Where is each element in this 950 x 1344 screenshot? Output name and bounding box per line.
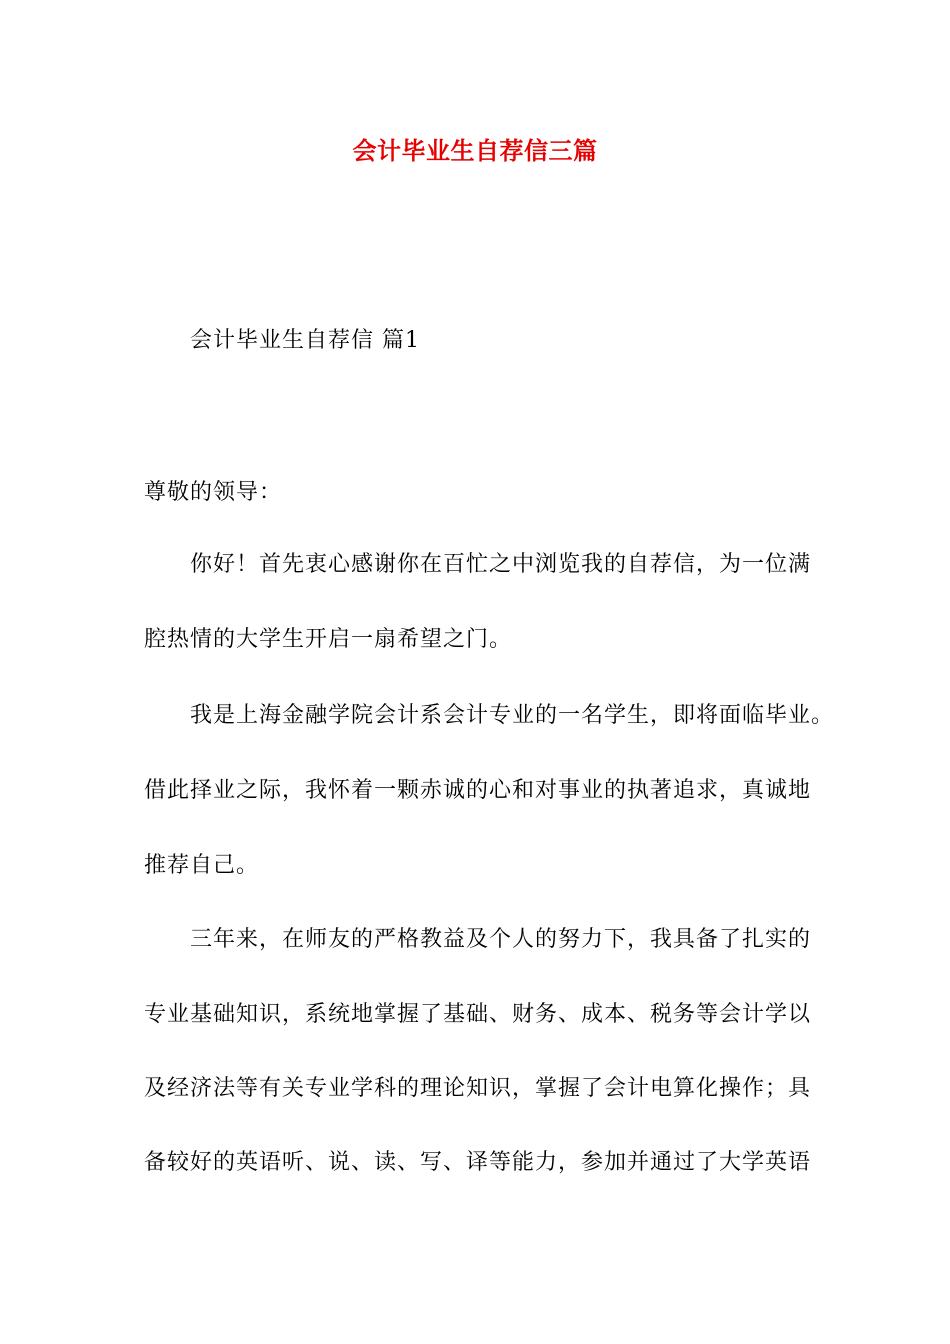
paragraph-line: 专业基础知识，系统地掌握了基础、财务、成本、税务等会计学以: [144, 1002, 812, 1027]
section-heading: 会计毕业生自荐信 篇1: [190, 328, 420, 353]
document-title: 会计毕业生自荐信三篇: [352, 136, 598, 165]
paragraph-line: 备较好的英语听、说、读、写、译等能力，参加并通过了大学英语: [144, 1150, 812, 1175]
paragraph-line: 借此择业之际，我怀着一颗赤诚的心和对事业的执著追求，真诚地: [144, 778, 812, 803]
paragraph-line: 三年来，在师友的严格教益及个人的努力下，我具备了扎实的: [190, 927, 812, 952]
salutation: 尊敬的领导：: [144, 480, 283, 505]
paragraph-line: 腔热情的大学生开启一扇希望之门。: [144, 627, 513, 652]
paragraph-line: 推荐自己。: [144, 853, 260, 878]
paragraph-line: 我是上海金融学院会计系会计专业的一名学生，即将面临毕业。: [190, 703, 835, 728]
paragraph-line: 你好！首先衷心感谢你在百忙之中浏览我的自荐信，为一位满: [190, 552, 812, 577]
paragraph-line: 及经济法等有关专业学科的理论知识，掌握了会计电算化操作；具: [144, 1076, 812, 1101]
